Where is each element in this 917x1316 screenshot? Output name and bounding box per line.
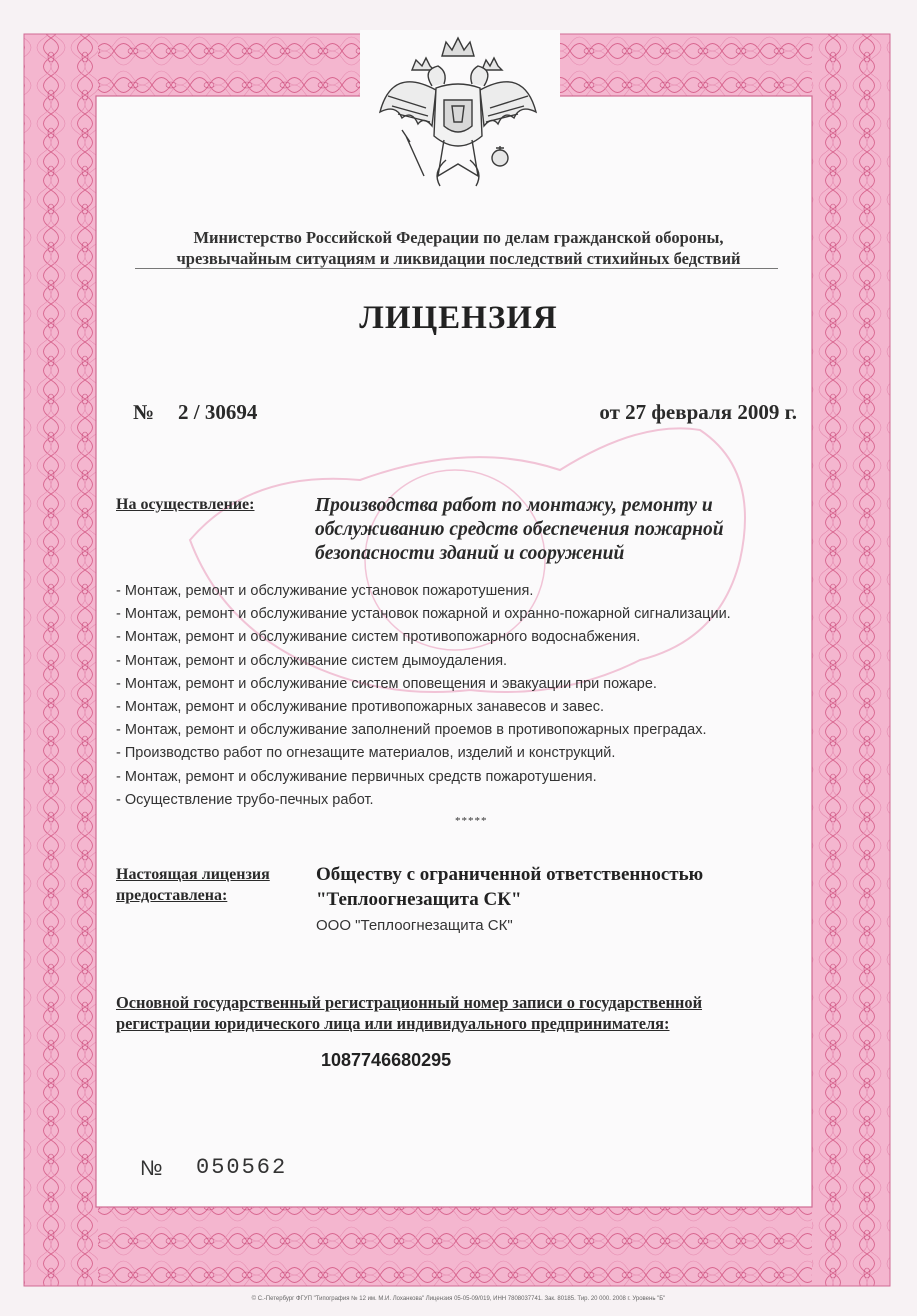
russian-coat-of-arms-icon (372, 26, 544, 194)
activity-label: На осуществление: (116, 496, 255, 513)
list-item: - Монтаж, ремонт и обслуживание противопожарных занавесов и завес. (116, 699, 604, 716)
license-date: от 27 февраля 2009 г. (599, 400, 797, 424)
ministry-name-line1: Министерство Российской Федерации по делам гражданской обороны, (193, 228, 724, 247)
list-item: - Монтаж, ремонт и обслуживание систем дымоудаления. (116, 652, 508, 669)
holder-label-line1: Настоящая лицензия (116, 866, 270, 883)
ministry-underline (135, 268, 778, 269)
holder-full-name-line1: Обществу с ограниченной ответственностью (316, 864, 704, 885)
list-item: - Осуществление трубо-печных работ. (116, 791, 374, 808)
holder-label-line2: предоставлена: (116, 887, 228, 904)
ogrn-label (116, 992, 816, 1034)
ogrn-number: 1087746680295 (321, 1050, 452, 1070)
works-list (116, 580, 806, 812)
list-item: - Монтаж, ремонт и обслуживание систем противопожарного водоснабжения. (116, 629, 641, 646)
list-item: - Производство работ по огнезащите материалов, изделий и конструкций. (116, 745, 616, 762)
holder-full-name-line2: "Теплоогнезащита СК" (316, 889, 522, 910)
list-item: - Монтаж, ремонт и обслуживание установок пожаротушения. (116, 583, 534, 599)
list-item: - Монтаж, ремонт и обслуживание установок пожарной и охранно-пожарной сигнализации. (116, 606, 731, 623)
list-item: - Монтаж, ремонт и обслуживание заполнений проемов в противопожарных преградах. (116, 722, 707, 739)
ministry-name-line2: чрезвычайным ситуациям и ликвидации последствий стихийных бедствий (176, 249, 741, 268)
ogrn-label-line1: Основной государственный регистрационный номер записи о государственной (116, 993, 703, 1012)
license-number-label: № (133, 400, 155, 424)
list-item: - Монтаж, ремонт и обслуживание первичных средств пожаротушения. (116, 768, 597, 785)
activity-description: Производства работ по монтажу, ремонту и обслуживанию средств обеспечения пожарной безопасности зданий и сооружений (315, 495, 724, 564)
serial-number-label: № (140, 1157, 163, 1180)
holder-full-name (316, 862, 796, 912)
document-title: ЛИЦЕНЗИЯ (359, 300, 558, 336)
holder-short-name: ООО "Теплоогнезащита СК" (316, 917, 513, 934)
section-separator: ***** (455, 815, 488, 827)
list-item: - Монтаж, ремонт и обслуживание систем оповещения и эвакуации при пожаре. (116, 675, 657, 692)
ogrn-label-line2: регистрации юридического лица или индивидуального предпринимателя: (116, 1014, 670, 1033)
serial-number: 050562 (196, 1155, 288, 1180)
license-number: 2 / 30694 (178, 400, 258, 424)
printer-imprint: © С.-Петербург ФГУП "Типография № 12 им. М.И. Лоханкова" Лицензия 05-05-09/019, ИНН 7808037741. Зак. 80185. Тир. 20 000. 2008 г. Уровень "Б" (251, 1296, 666, 1302)
